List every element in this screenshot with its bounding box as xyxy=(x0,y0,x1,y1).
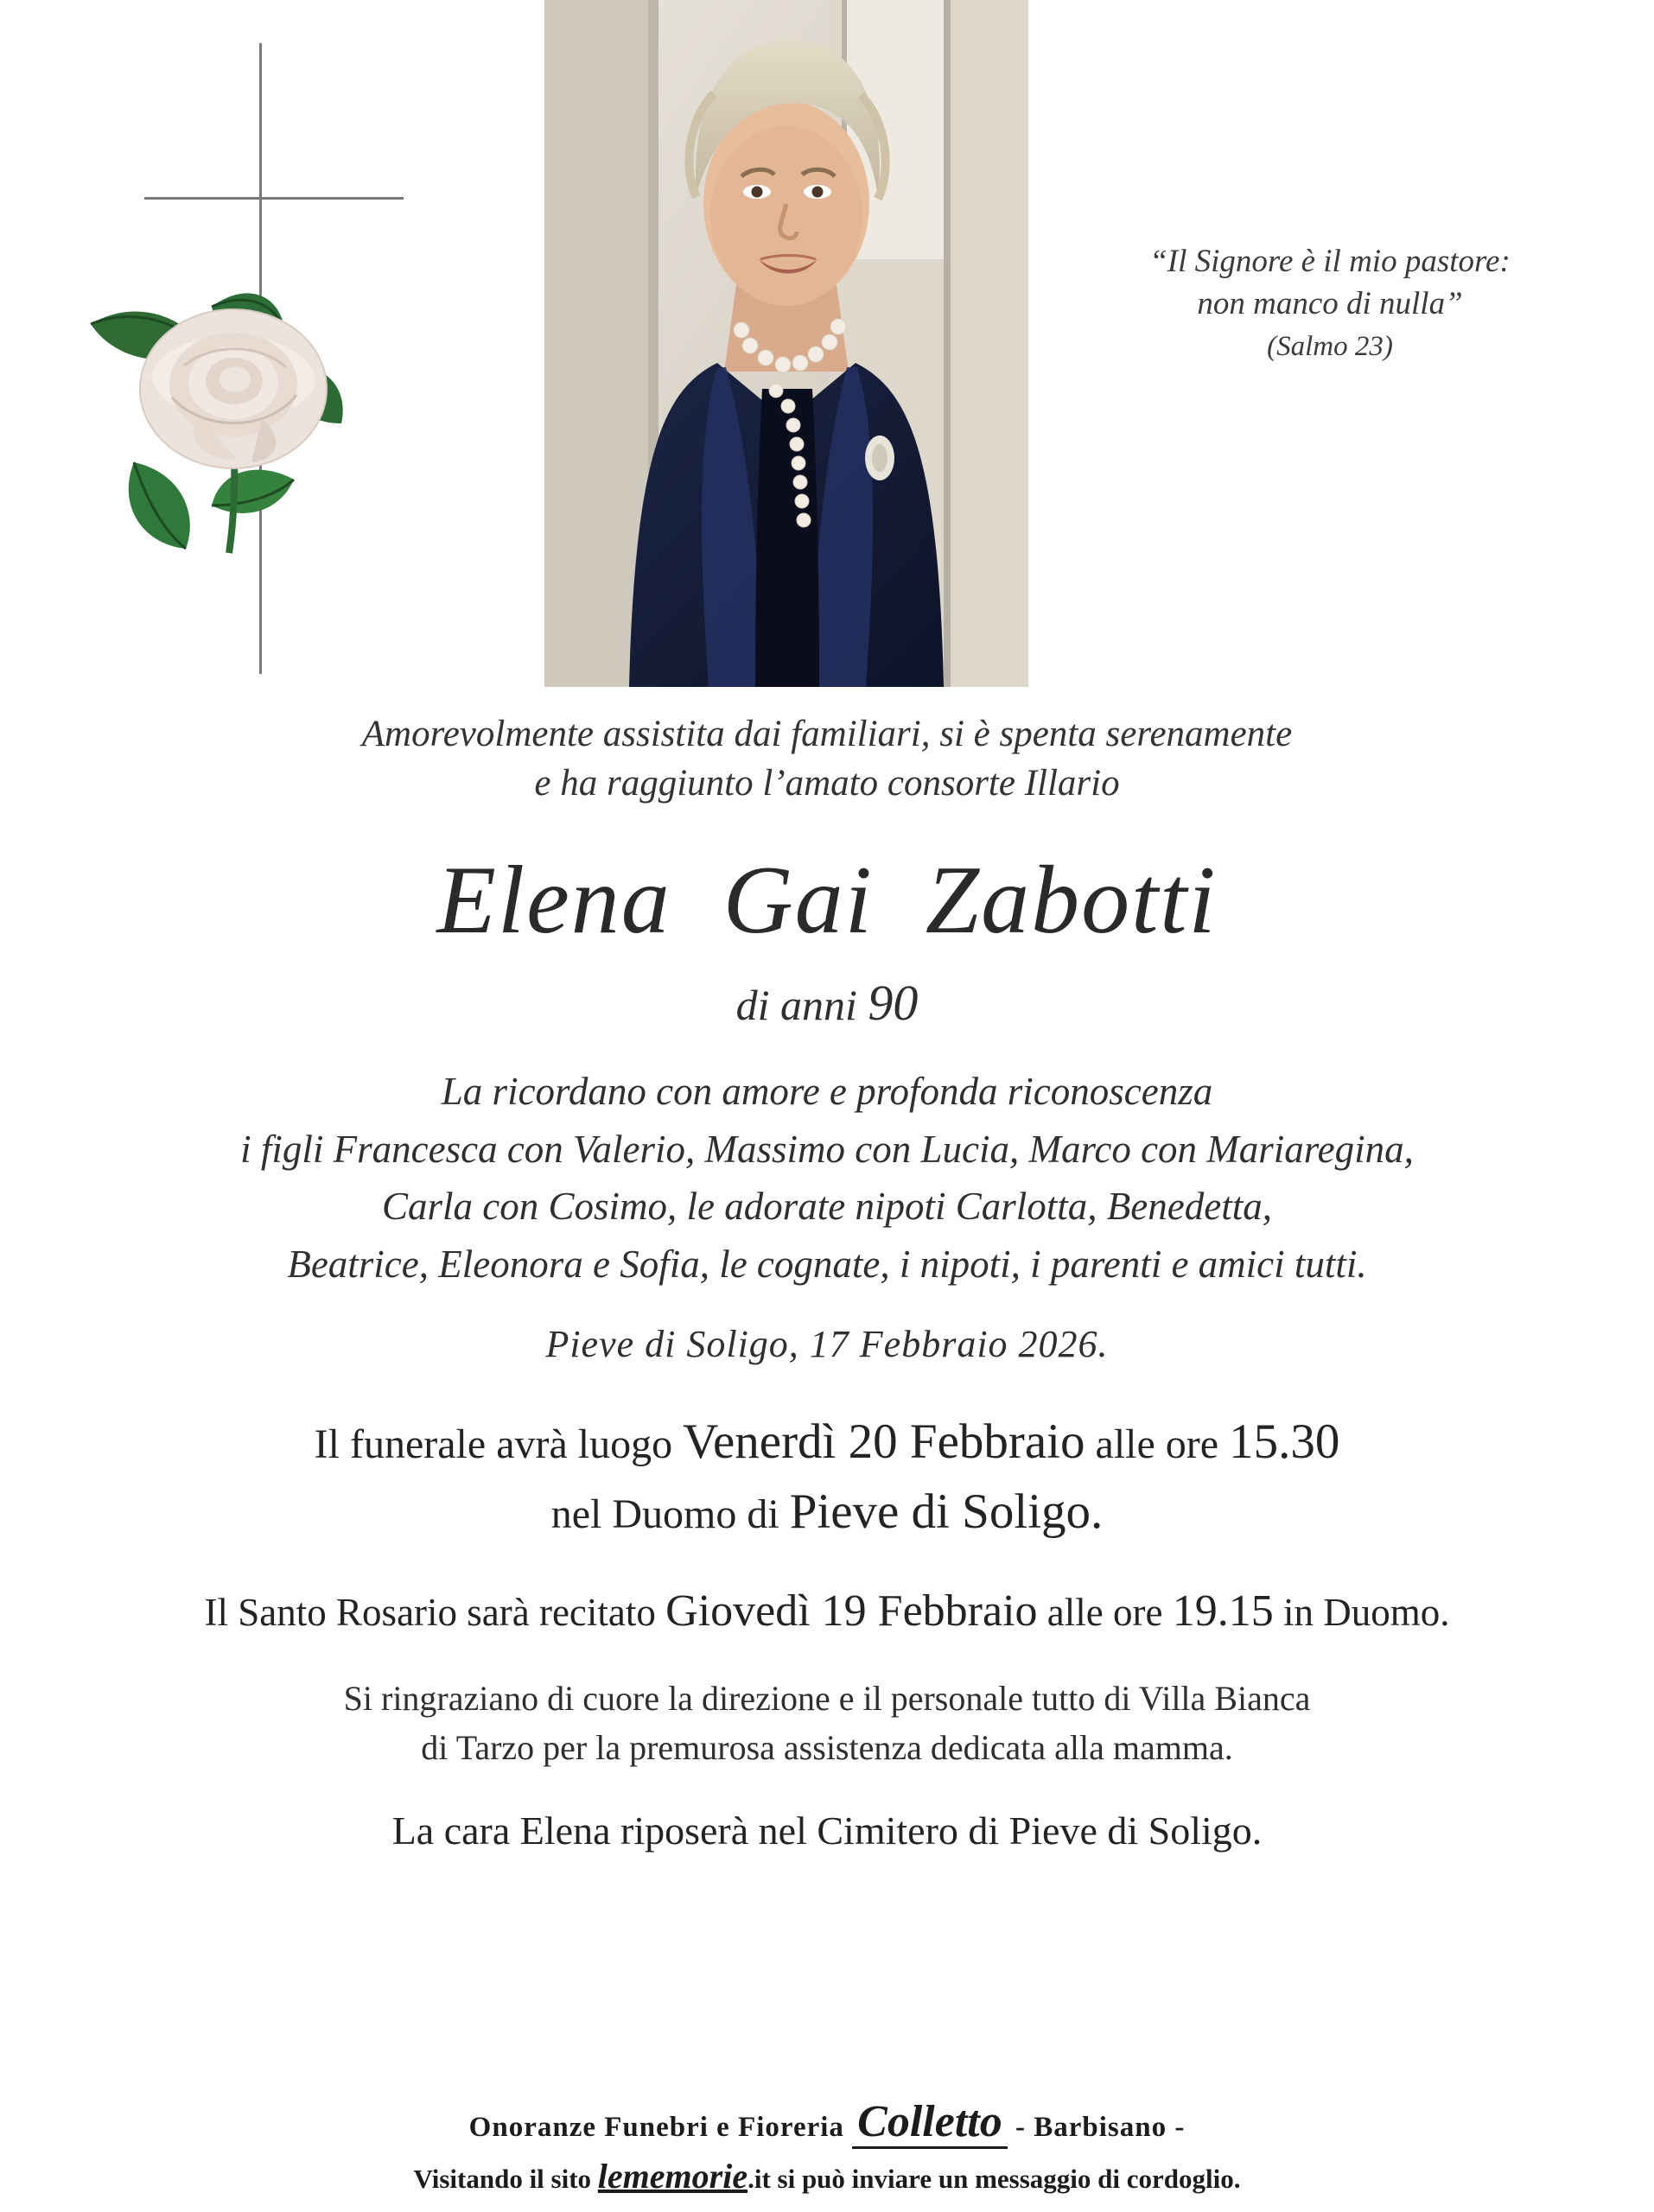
rosary-time: 19.15 xyxy=(1172,1586,1274,1637)
funeral-location: Pieve di Soligo. xyxy=(789,1484,1104,1540)
website-prefix: Visitando il sito xyxy=(413,2164,592,2194)
age-prefix: di anni xyxy=(735,981,857,1030)
age-line xyxy=(0,974,1654,1032)
rosary-location: in Duomo. xyxy=(1273,1591,1450,1635)
memorial-body xyxy=(0,710,1654,1853)
funeral-home-prefix: Onoranze Funebri e Fioreria xyxy=(468,2112,844,2143)
funeral-line-1 xyxy=(0,1408,1654,1478)
funeral-line-2 xyxy=(0,1478,1654,1548)
funeral-home-location: - Barbisano - xyxy=(1015,2112,1186,2143)
funeral-home-brand: Colletto xyxy=(852,2097,1008,2149)
website-suffix: .it si può inviare un messaggio di cordoglio. xyxy=(747,2164,1241,2194)
resting-place-text: La cara Elena riposerà nel Cimitero di Pieve di Soligo. xyxy=(391,1808,1263,1853)
age-number: 90 xyxy=(868,975,919,1032)
funeral-details xyxy=(0,1408,1654,1548)
portrait-photo xyxy=(544,0,1028,687)
funeral-home-line xyxy=(0,2096,1654,2147)
remembrance-line-2: i figli Francesca con Valerio, Massimo con Lucia, Marco con Mariaregina, xyxy=(240,1127,1414,1171)
thanks-text: Si ringraziano di cuore la direzione e il personale tutto di Villa Bianca di Tarzo per la premurosa assistenza dedicata alla mamma. xyxy=(343,1679,1311,1768)
rosary-prefix: Il Santo Rosario sarà recitato xyxy=(204,1591,666,1635)
remembrance-line-4: Beatrice, Eleonora e Sofia, le cognate, i nipoti, i parenti e amici tutti. xyxy=(287,1242,1367,1286)
website-name[interactable]: lememorie xyxy=(597,2157,748,2196)
rosary-details xyxy=(0,1586,1654,1637)
rosary-time-prefix: alle ore xyxy=(1037,1591,1173,1635)
funeral-location-prefix: nel Duomo di xyxy=(550,1491,790,1538)
scripture-quote xyxy=(1088,240,1572,366)
funeral-prefix: Il funerale avrà luogo xyxy=(314,1421,684,1468)
website-line[interactable] xyxy=(0,2156,1654,2196)
funeral-time: 15.30 xyxy=(1229,1414,1340,1470)
cross-horizontal-bar xyxy=(144,197,404,200)
footer xyxy=(0,2096,1654,2196)
rosary-date: Giovedì 19 Febbraio xyxy=(665,1586,1038,1637)
intro-text: Amorevolmente assistita dai familiari, si è spenta serenamente e ha raggiunto l’amato consorte Illario xyxy=(361,714,1293,804)
remembrance-block xyxy=(0,1063,1654,1293)
quote-source: (Salmo 23) xyxy=(1267,331,1393,363)
remembrance-line-3: Carla con Cosimo, le adorate nipoti Carlotta, Benedetta, xyxy=(382,1185,1272,1229)
rose-icon xyxy=(82,246,393,575)
header-area xyxy=(0,0,1654,691)
deceased-name: Elena Gai Zabotti xyxy=(436,846,1218,954)
remembrance-line-1: La ricordano con amore e profonda riconoscenza xyxy=(441,1070,1213,1114)
funeral-time-prefix: alle ore xyxy=(1085,1421,1230,1468)
funeral-date: Venerdì 20 Febbraio xyxy=(683,1414,1085,1470)
place-and-date: Pieve di Soligo, 17 Febbraio 2026. xyxy=(545,1323,1109,1366)
quote-text: “Il Signore è il mio pastore: non manco di nulla” xyxy=(1149,244,1511,322)
